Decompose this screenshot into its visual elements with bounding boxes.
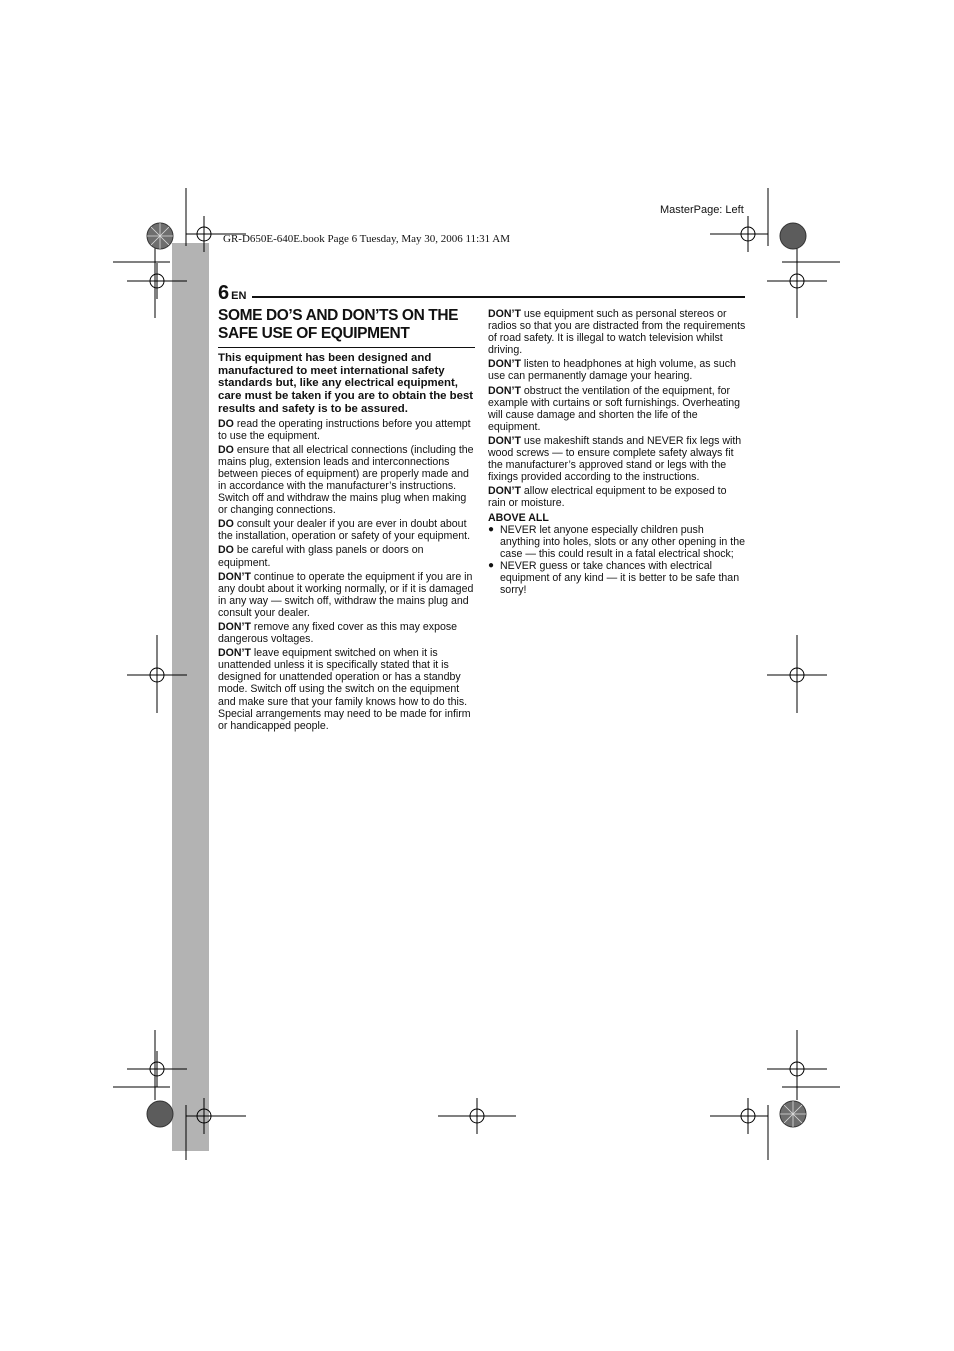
rule-paragraph xyxy=(218,544,475,568)
rule-keyword: DON’T xyxy=(488,485,521,498)
bullet-dot: ● xyxy=(488,523,495,535)
rule-paragraph xyxy=(488,385,746,433)
rule-paragraph xyxy=(218,444,475,517)
rule-paragraph xyxy=(488,308,746,356)
rule-text: use equipment such as personal stereos or radios so that you are distracted from the requirements of road safety. It is illegal to watch television whilst driving. xyxy=(488,308,746,357)
rule-keyword: DO xyxy=(218,544,234,557)
book-info-line: GR-D650E-640E.book Page 6 Tuesday, May 30, 2006 11:31 AM xyxy=(223,233,511,245)
rule-paragraph xyxy=(218,571,475,619)
rule-keyword: DO xyxy=(218,417,234,430)
rule-text: leave equipment switched on when it is unattended unless it is specifically stated that it is designed for unattended operation or has a standby mode. Switch off using the switch on the equipment and make sure that your family knows how to do this. Special arrangements may need to be made for infirm or handicapped people. xyxy=(218,647,471,732)
gray-target xyxy=(147,1101,173,1127)
registration-mark xyxy=(710,1098,768,1134)
page-number xyxy=(218,282,246,305)
rule-text: be careful with glass panels or doors on equipment. xyxy=(218,544,424,569)
rule-keyword: DO xyxy=(218,518,234,531)
intro-paragraph: This equipment has been designed and manufactured to meet international safety standards but, like any electrical equipment, care must be taken if you are to obtain the best results and safety is to be assured. xyxy=(218,352,474,415)
rule-text: use makeshift stands and NEVER fix legs with wood screws — to ensure complete safety always fit the manufacturer’s approved stand or legs with the fixings provided according to the instructions. xyxy=(488,434,742,484)
rule-paragraph xyxy=(218,621,475,645)
page-number-value: 6 xyxy=(218,282,230,304)
rule-paragraph xyxy=(488,485,746,509)
rule-keyword: DON’T xyxy=(488,308,521,320)
registration-mark xyxy=(186,1098,246,1134)
rule-keyword: DON’T xyxy=(218,570,251,583)
rule-text: listen to headphones at high volume, as such use can permanently damage your hearing. xyxy=(488,358,736,383)
registration-mark xyxy=(438,1098,516,1134)
header-rule xyxy=(252,296,745,298)
language-code: EN xyxy=(231,290,247,302)
rule-keyword: DON’T xyxy=(218,647,251,660)
rule-keyword: DON’T xyxy=(488,384,521,397)
registration-mark xyxy=(710,216,768,252)
bullet-text: NEVER let anyone especially children push anything into holes, slots or any other opening in the case — this could result in a fatal electrical shock; xyxy=(500,523,745,560)
rule-paragraph xyxy=(218,418,475,442)
rule-keyword: DON’T xyxy=(488,358,521,371)
rule-keyword: DO xyxy=(218,443,234,456)
rule-text: obstruct the ventilation of the equipment, for example with curtains or soft furnishings. Overheating will cause damage and shorten the life of the equipment. xyxy=(488,384,741,433)
above-all-heading: ABOVE ALL xyxy=(488,511,549,524)
rule-text: read the operating instructions before you attempt to use the equipment. xyxy=(218,417,471,442)
registration-mark xyxy=(767,263,827,299)
registration-mark xyxy=(127,263,187,299)
rule-text: remove any fixed cover as this may expose dangerous voltages. xyxy=(218,621,458,646)
registration-mark xyxy=(767,1051,827,1087)
column-left xyxy=(218,352,475,734)
above-all-list xyxy=(488,524,746,597)
rules-list-left xyxy=(218,418,475,732)
rule-text: allow electrical equipment to be exposed to rain or moisture. xyxy=(488,485,727,510)
rule-paragraph xyxy=(488,358,746,382)
registration-mark xyxy=(127,1051,187,1087)
rule-keyword: DON’T xyxy=(488,434,521,447)
rule-paragraph xyxy=(218,647,475,732)
rule-paragraph xyxy=(218,518,475,542)
section-title: SOME DO’S AND DON’TS ON THE SAFE USE OF EQUIPMENT xyxy=(218,307,459,342)
rule-paragraph xyxy=(488,435,746,483)
rule-text: ensure that all electrical connections (including the mains plug, extension leads and interconnections between pieces of equipment) are properly made and in accordance with the manufacturer’s instructions. Switch off and withdraw the mains plug when making or changing connections. xyxy=(218,443,474,517)
master-page-label: MasterPage: Left xyxy=(660,204,744,216)
rules-list-right xyxy=(488,308,746,510)
bullet-dot: ● xyxy=(488,559,495,571)
title-rule xyxy=(218,347,475,348)
rule-keyword: DON’T xyxy=(218,621,251,634)
bullet-item xyxy=(488,524,746,560)
column-right xyxy=(488,308,746,596)
gray-target xyxy=(780,223,806,249)
rule-text: consult your dealer if you are ever in doubt about the installation, operation or safety of your equipment. xyxy=(218,518,471,543)
registration-mark xyxy=(767,635,827,713)
registration-mark xyxy=(127,635,187,713)
rule-text: continue to operate the equipment if you are in any doubt about it working normally, or if it is damaged in any way — switch off, withdraw the mains plug and consult your dealer. xyxy=(218,570,474,619)
bullet-item xyxy=(488,560,746,596)
bullet-text: NEVER guess or take chances with electrical equipment of any kind — it is better to be safe than sorry! xyxy=(500,559,740,597)
